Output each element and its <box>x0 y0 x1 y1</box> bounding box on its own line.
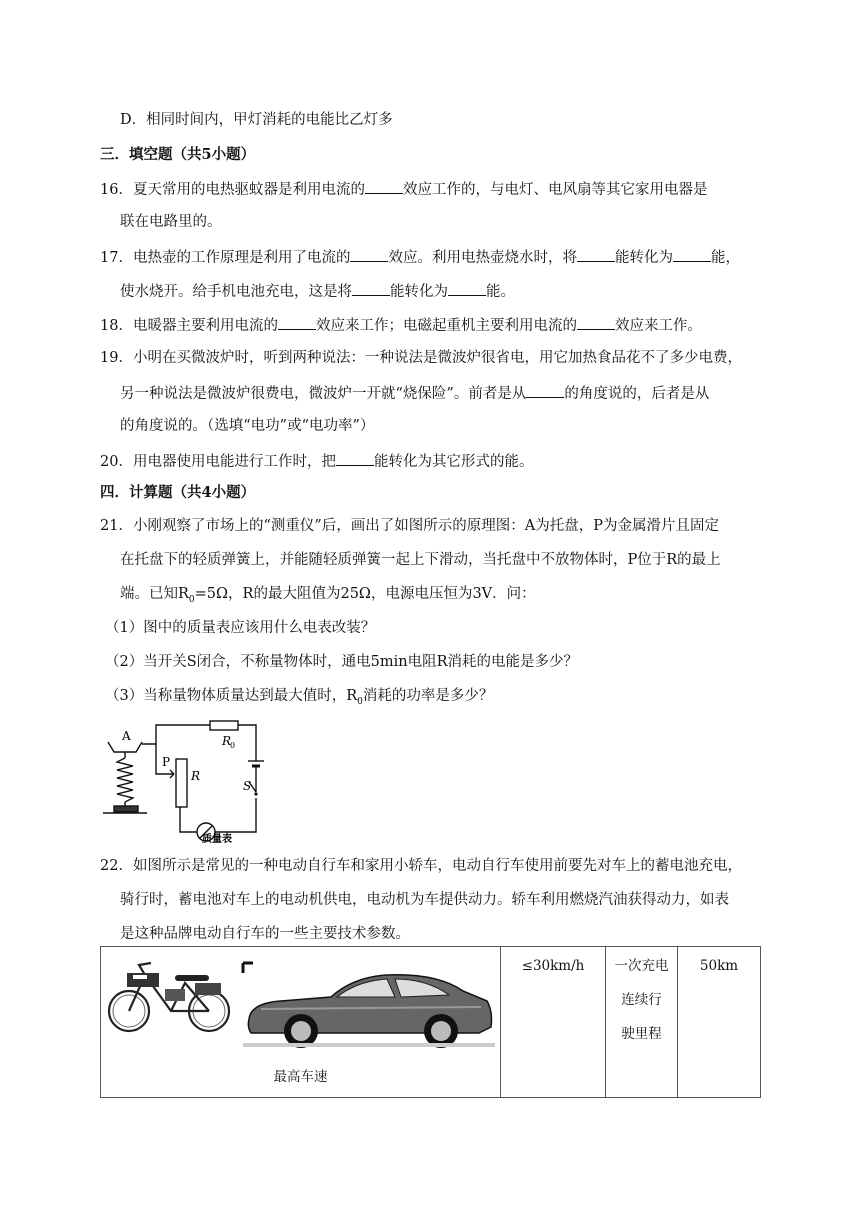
meter-label: 质量表 <box>202 834 232 843</box>
range-value-cell <box>678 947 761 1098</box>
answer-blank[interactable] <box>350 246 388 262</box>
label-r0: R <box>222 734 232 748</box>
q20-text-b: 能转化为其它形式的能。 <box>373 454 534 470</box>
range-label-cell <box>606 947 678 1098</box>
q18-text-c: 效应来工作。 <box>614 318 702 334</box>
q18-text-b: 效应来工作；电磁起重机主要利用电流的 <box>315 318 577 334</box>
q19-line1: 19．小明在买微波炉时，听到两种说法：一种说法是微波炉很省电，用它加热食品花不了多少电费， <box>100 350 742 366</box>
range-label <box>606 947 677 1051</box>
q21-line1: 21．小刚观察了市场上的“测重仪”后，画出了如图所示的原理图：A为托盘，P为金属滑片且固定 <box>100 518 720 534</box>
answer-blank[interactable] <box>352 280 390 296</box>
q22-line1: 22．如图所示是常见的一种电动自行车和家用小轿车，电动自行车使用前要先对车上的蓄电池充电， <box>100 858 742 874</box>
q19-text-a: 另一种说法是微波炉很费电，微波炉一开就“烧保险”。前者是从 <box>120 386 527 402</box>
spec-table <box>100 946 761 1098</box>
q17-line1 <box>100 246 740 268</box>
subscript: 0 <box>188 594 195 605</box>
q16-text-a: 16．夏天常用的电热驱蚊器是利用电流的 <box>100 182 365 198</box>
range-label-line1: 一次充电 <box>614 958 669 974</box>
speed-value-cell <box>501 947 606 1098</box>
r0-resistor <box>210 721 238 730</box>
max-speed-caption: 最高车速 <box>273 1069 328 1085</box>
q19-text-b: 的角度说的，后者是从 <box>564 386 710 402</box>
q15-option-d: D．相同时间内，甲灯消耗的电能比乙灯多 <box>120 112 393 128</box>
q21-sub1: （1）图中的质量表应该用什么电表改装？ <box>105 620 376 636</box>
q18-line <box>100 314 702 336</box>
q17-line2 <box>120 280 515 302</box>
label-r: R <box>191 769 201 783</box>
q17-text-f: 能转化为 <box>390 284 448 300</box>
answer-blank[interactable] <box>336 450 374 466</box>
q20-line <box>100 450 533 472</box>
q21-line2: 在托盘下的轻质弹簧上，并能随轻质弹簧一起上下滑动，当托盘中不放物体时，P位于R的最上 <box>120 552 721 568</box>
q17-text-g: 能。 <box>486 284 515 300</box>
answer-blank[interactable] <box>673 246 711 262</box>
weighing-circuit-diagram <box>100 718 272 843</box>
q19-line3: 的角度说的。（选填“电功”或“电功率”） <box>120 418 375 434</box>
q19-line2 <box>120 382 709 404</box>
q17-text-c: 能转化为 <box>614 250 673 266</box>
base <box>114 806 138 812</box>
answer-blank[interactable] <box>278 314 316 330</box>
q16-text-b: 效应工作的，与电灯、电风扇等其它家用电器是 <box>402 182 708 198</box>
label-s: S <box>243 779 252 793</box>
q18-text-a: 18．电暖器主要利用电流的 <box>100 318 278 334</box>
q20-text-a: 20．用电器使用电能进行工作时，把 <box>100 454 336 470</box>
range-value: 50km <box>699 958 739 974</box>
q21-text-b: =5Ω，R的最大阻值为25Ω，电源电压恒为3V．问： <box>194 586 536 602</box>
speed-value: ≤30km/h <box>521 958 585 974</box>
q21-sub3 <box>105 686 493 712</box>
section4-title: 四．计算题（共4小题） <box>100 484 256 501</box>
q17-text-b: 效应。利用电热壶烧水时，将 <box>388 250 577 266</box>
q16-line1 <box>100 178 707 200</box>
q21-line3 <box>120 584 536 610</box>
label-r0-sub: 0 <box>230 741 236 750</box>
q22-line2: 骑行时，蓄电池对车上的电动机供电，电动机为车提供动力。轿车利用燃烧汽油获得动力，如表 <box>120 892 729 908</box>
q21-text-c: （3）当称量物体质量达到最大值时，R <box>105 688 358 704</box>
label-a: A <box>122 729 131 743</box>
answer-blank[interactable] <box>365 178 403 194</box>
answer-blank[interactable] <box>526 382 564 398</box>
q22-line3: 是这种品牌电动自行车的一些主要技术参数。 <box>120 926 410 942</box>
q21-text-d: 消耗的功率是多少？ <box>362 688 494 704</box>
q17-text-a: 17．电热壶的工作原理是利用了电流的 <box>100 250 351 266</box>
vehicle-image-cell <box>101 947 501 1098</box>
q16-line2: 联在电路里的。 <box>120 214 222 230</box>
r-resistor <box>176 759 187 807</box>
car-image <box>241 961 497 1053</box>
q21-text-a: 端。已知R <box>120 586 189 602</box>
section3-title: 三．填空题（共5小题） <box>100 146 256 163</box>
label-p: P <box>162 755 171 769</box>
q17-text-e: 使水烧开。给手机电池充电，这是将 <box>120 284 352 300</box>
electric-bicycle-image <box>105 953 235 1037</box>
q21-sub2: （2）当开关S闭合，不称量物体时，通电5min电阻R消耗的电能是多少？ <box>105 654 579 670</box>
q17-text-d: 能， <box>710 250 740 266</box>
table-row <box>101 947 761 1098</box>
range-label-line2: 连续行 <box>621 992 662 1008</box>
answer-blank[interactable] <box>577 246 615 262</box>
spring <box>117 758 133 802</box>
answer-blank[interactable] <box>448 280 486 296</box>
answer-blank[interactable] <box>577 314 615 330</box>
subscript: 0 <box>357 696 363 707</box>
tray <box>108 742 142 752</box>
range-label-line3: 驶里程 <box>621 1026 662 1042</box>
